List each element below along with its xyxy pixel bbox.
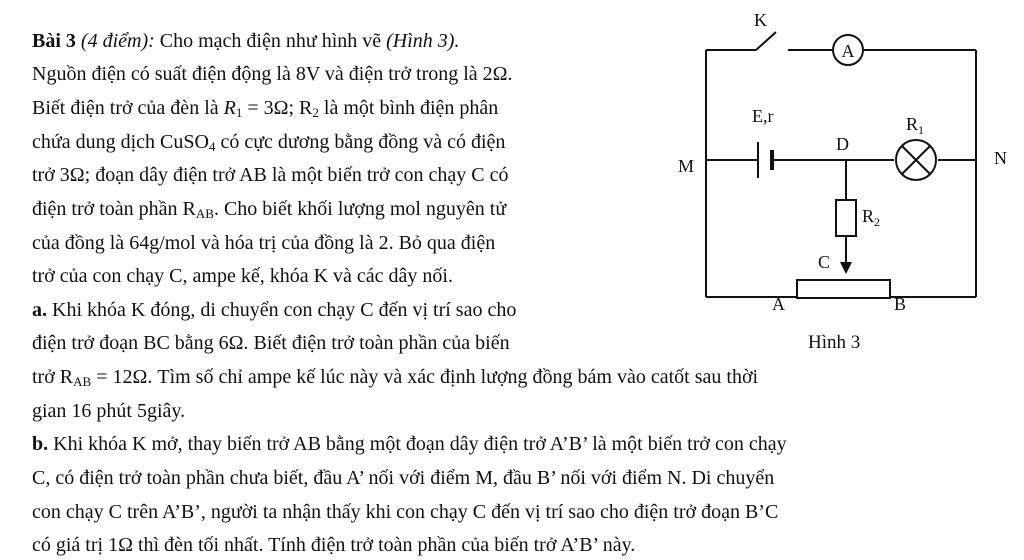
text-run: b.	[32, 433, 49, 455]
battery-symbol	[758, 142, 772, 178]
text-run: điện trở toàn phần R	[32, 198, 196, 220]
figure-caption: Hình 3	[808, 332, 861, 353]
resistor-r2-symbol	[836, 200, 856, 236]
text-run: Nguồn điện có suất điện động là 8V và điện trở trong là 2Ω.	[32, 63, 513, 85]
text-run: Cho mạch điện như hình vẽ	[154, 30, 387, 52]
text-run: (Hình 3).	[386, 30, 460, 52]
text-run: 4	[208, 139, 216, 154]
end-a-label: A	[772, 294, 785, 314]
text-run: a.	[32, 299, 47, 321]
node-d-label: D	[836, 134, 849, 154]
rheostat-ab-symbol	[797, 280, 890, 298]
text-run: Khi khóa K đóng, di chuyển con chạy C đến vị trí sao cho	[47, 299, 517, 321]
switch-label: K	[754, 10, 767, 30]
text-run: điện trở đoạn BC bằng 6Ω. Biết điện trở toàn phần của biến	[32, 332, 510, 354]
text-run: trở 3Ω; đoạn dây điện trở AB là một biến trở con chạy C có	[32, 164, 509, 186]
slider-arrow	[840, 262, 852, 274]
text-run: = 12Ω. Tìm số chỉ ampe kế lúc này và xác định lượng đồng bám vào catốt sau thời	[91, 366, 759, 388]
text-run: 2	[312, 105, 319, 120]
text-run: có cực dương bằng đồng và có điện	[215, 131, 506, 153]
end-b-label: B	[894, 294, 907, 314]
text-run: C, có điện trở toàn phần chưa biết, đầu A’ nối với điểm M, đầu B’ nối với điểm N. Di chuyển	[32, 467, 775, 489]
resistor-r2-label: $R_2$	[862, 206, 881, 229]
text-run: của đồng là 64g/mol và hóa trị của đồng là 2. Bỏ qua điện	[32, 232, 496, 254]
node-n-label: N	[994, 148, 1007, 168]
text-run: 1	[235, 105, 243, 120]
source-label: E,r	[752, 106, 774, 126]
text-run: chứa dung dịch CuSO	[32, 131, 209, 153]
node-m-label: M	[678, 156, 695, 176]
text-run: gian 16 phút 5giây.	[32, 400, 186, 422]
text-run: AB	[195, 206, 214, 221]
slider-label: C	[818, 252, 831, 272]
text-run: Khi khóa K mở, thay biến trở AB bằng một đoạn dây điện trở A’B’ là một biến trở con chạy	[48, 433, 787, 455]
text-run: = 3Ω; R	[242, 97, 313, 119]
ammeter-label: A	[841, 41, 855, 61]
text-run: có giá trị 1Ω thì đèn tối nhất. Tính điện trở toàn phần của biến trở A’B’ này.	[32, 534, 636, 556]
lamp-label: $R_1$	[906, 114, 925, 137]
text-run: trở R	[32, 366, 74, 388]
switch-blade	[756, 32, 776, 50]
lamp-symbol	[896, 140, 936, 180]
text-run: . Cho biết khối lượng mol nguyên tử	[213, 198, 507, 220]
text-run: Biết điện trở của đèn là	[32, 97, 224, 119]
text-run: trở của con chạy C, ampe kế, khóa K và các dây nối.	[32, 265, 453, 287]
text-run: Bài 3	[32, 30, 76, 52]
text-run: (4 điểm):	[75, 30, 155, 52]
text-run: R	[223, 97, 236, 119]
text-run: con chạy C trên A’B’, người ta nhận thấy khi con chạy C đến vị trí sao cho điện trở đoạn B’C	[32, 501, 779, 523]
text-run: AB	[73, 374, 92, 389]
text-run: là một bình điện phân	[318, 97, 499, 119]
